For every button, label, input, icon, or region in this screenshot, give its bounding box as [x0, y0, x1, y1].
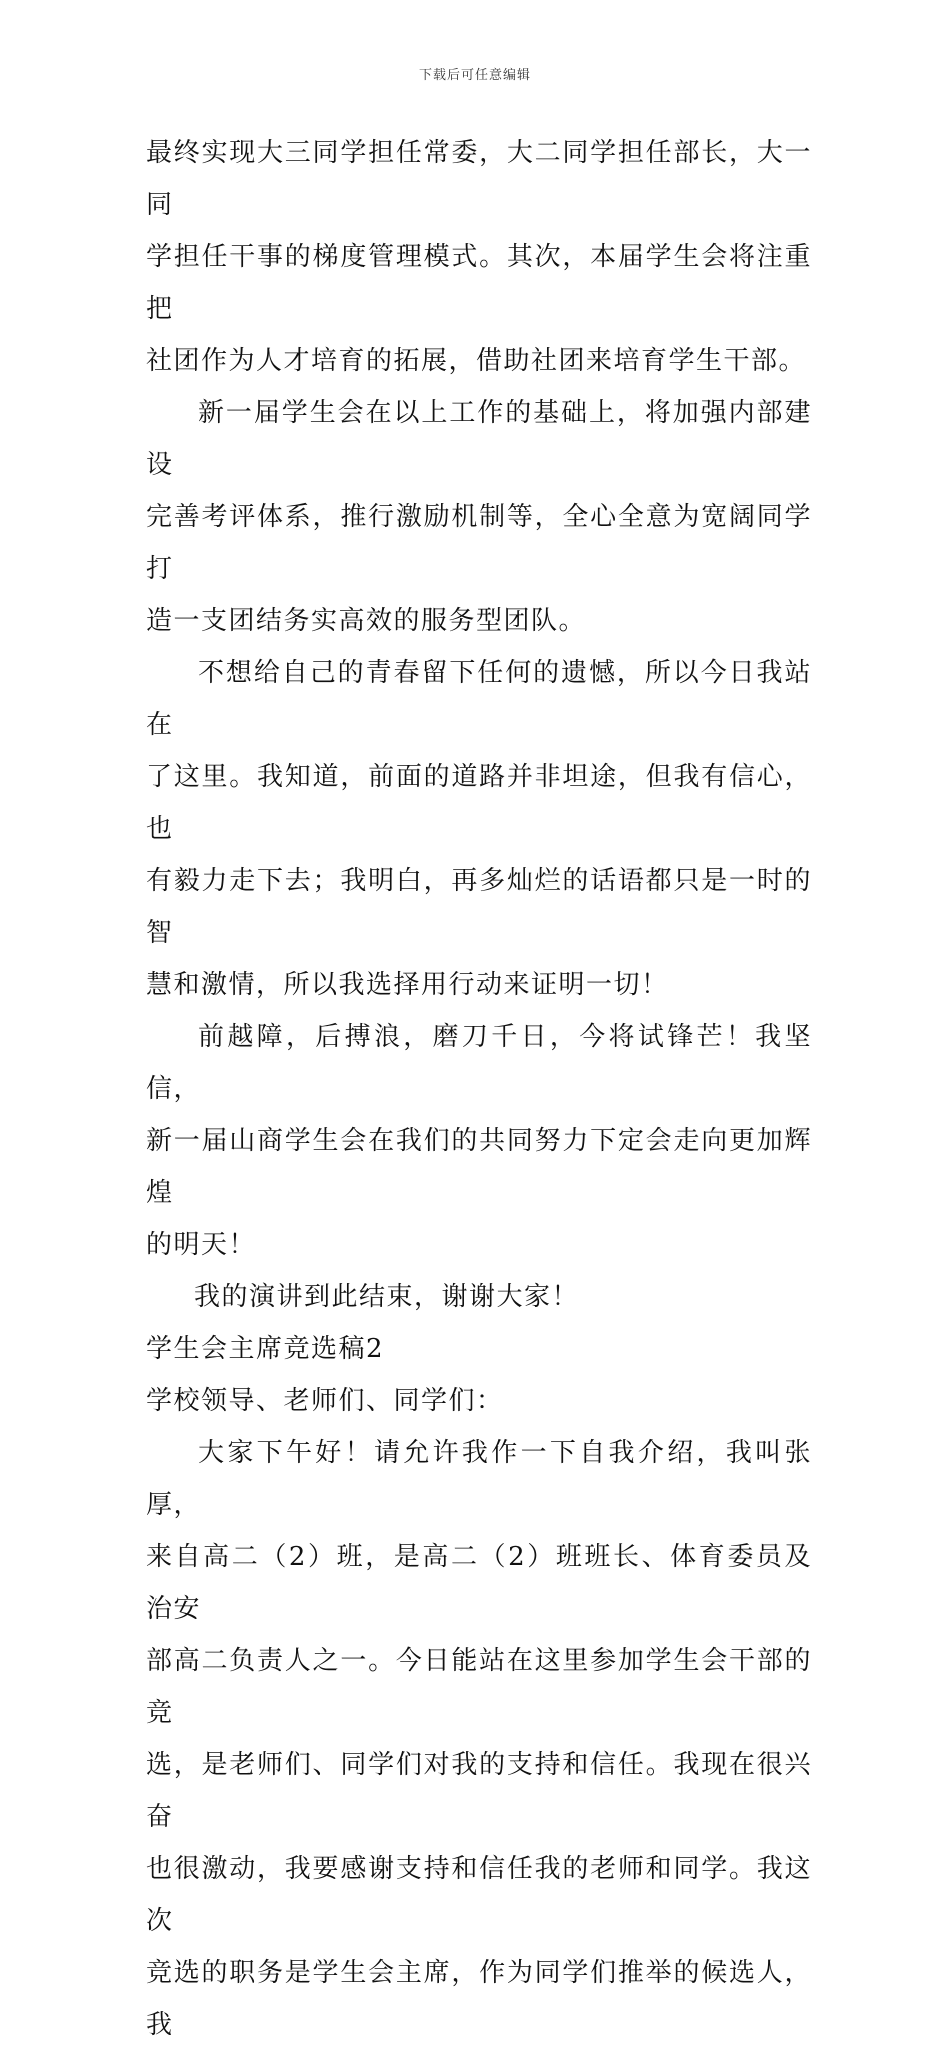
- paragraph-continued: [146, 127, 812, 387]
- text-line: 学校领导、老师们、同学们：: [146, 1386, 504, 1416]
- text-line: 慧和激情，所以我选择用行动来证明一切！: [146, 970, 669, 1000]
- text-line: 不想给自己的青春留下任何的遗憾，所以今日我站在: [146, 658, 812, 740]
- text-line: 社团作为人才培育的拓展，借助社团来培育学生干部。: [146, 346, 807, 376]
- text-line: 新一届学生会在以上工作的基础上，将加强内部建设: [146, 398, 812, 480]
- text-line: 我的演讲到此结束，谢谢大家！: [194, 1282, 580, 1312]
- text-line: 了这里。我知道，前面的道路并非坦途，但我有信心，也: [146, 762, 812, 844]
- text-line: 前越障，后搏浪，磨刀千日，今将试锋芒！我坚信，: [146, 1022, 812, 1104]
- text-line: 竞选的职务是学生会主席，作为同学们推举的候选人，我: [146, 1958, 812, 2040]
- text-line: 学生会主席竞选稿2: [146, 1334, 385, 1364]
- paragraph: [146, 1427, 812, 2051]
- salutation: [146, 1375, 812, 1427]
- text-line: 造一支团结务实高效的服务型团队。: [146, 606, 587, 636]
- text-line: 选，是老师们、同学们对我的支持和信任。我现在很兴奋: [146, 1750, 812, 1832]
- text-line: 最终实现大三同学担任常委，大二同学担任部长，大一同: [146, 138, 812, 220]
- document-body: [146, 127, 812, 2051]
- text-line: 也很激动，我要感谢支持和信任我的老师和同学。我这次: [146, 1854, 812, 1936]
- paragraph: [146, 1011, 812, 1271]
- paragraph: [146, 387, 812, 647]
- text-line: 新一届山商学生会在我们的共同努力下定会走向更加辉煌: [146, 1126, 812, 1208]
- text-line: 大家下午好！请允许我作一下自我介绍，我叫张厚，: [146, 1438, 812, 1520]
- text-line: 部高二负责人之一。今日能站在这里参加学生会干部的竞: [146, 1646, 812, 1728]
- section-title: [146, 1323, 812, 1375]
- paragraph: [146, 647, 812, 1011]
- closing-line: [146, 1271, 812, 1323]
- text-line: 有毅力走下去；我明白，再多灿烂的话语都只是一时的智: [146, 866, 812, 948]
- text-line: 的明天！: [146, 1230, 257, 1260]
- text-line: 完善考评体系，推行激励机制等，全心全意为宽阔同学打: [146, 502, 812, 584]
- text-line: 学担任干事的梯度管理模式。其次，本届学生会将注重把: [146, 242, 812, 324]
- page-header: 下载后可任意编辑: [418, 68, 531, 83]
- text-line: 来自高二（2）班，是高二（2）班班长、体育委员及治安: [146, 1542, 812, 1624]
